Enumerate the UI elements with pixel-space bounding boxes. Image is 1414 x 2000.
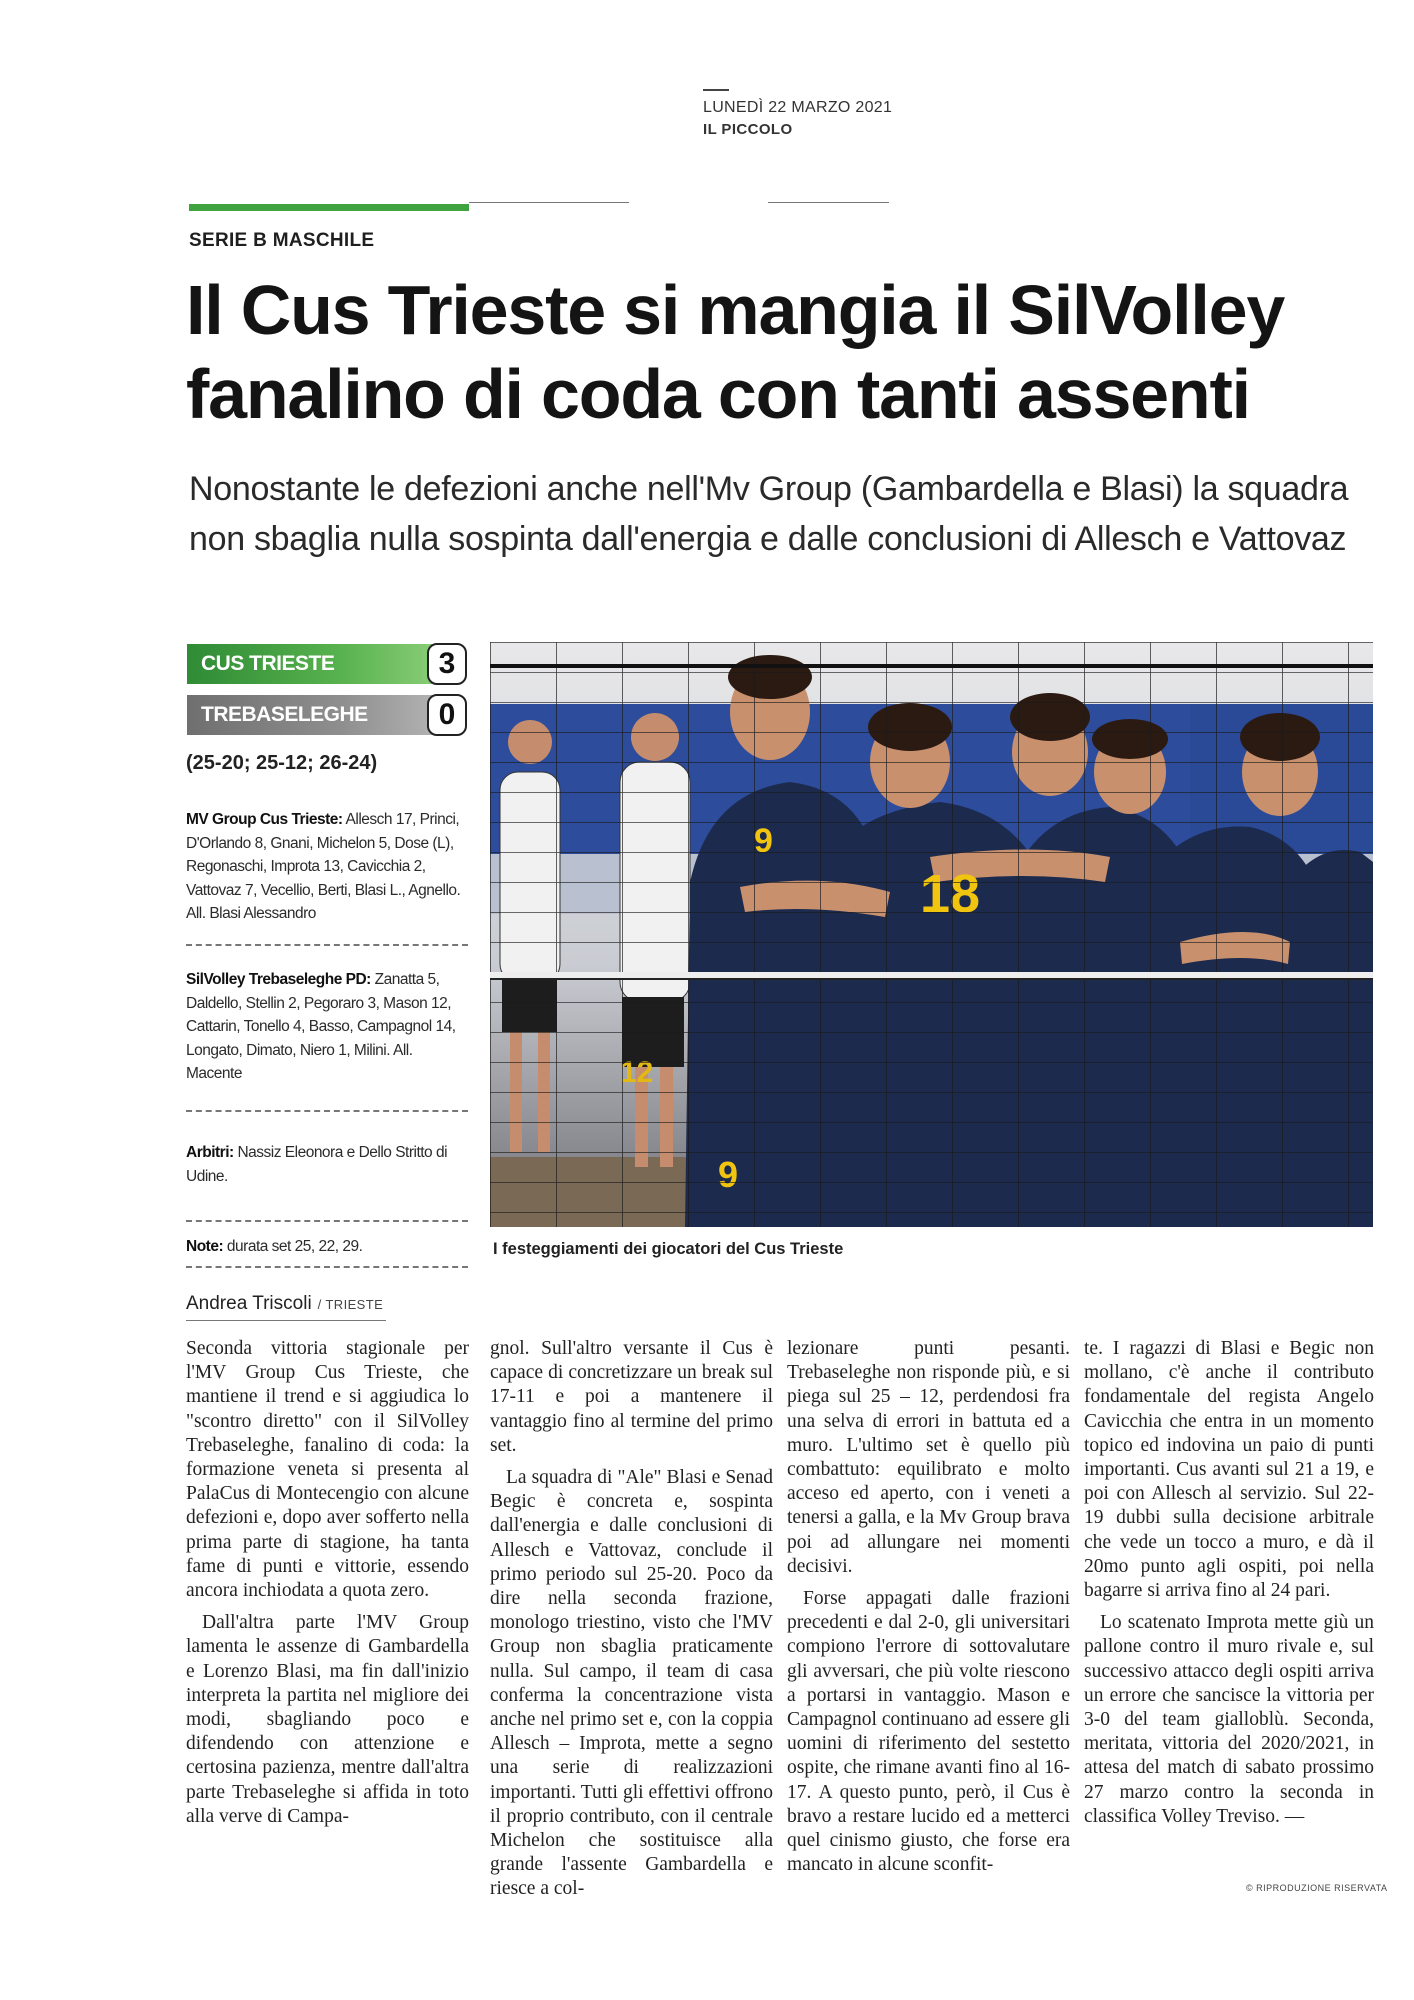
author-name: Andrea Triscoli [186, 1293, 312, 1314]
byline-rule [186, 1320, 386, 1321]
sidebar-divider [186, 1110, 468, 1112]
headline-line-1: Il Cus Trieste si mangia il SilVolley [186, 271, 1285, 349]
publication-date: LUNEDÌ 22 MARZO 2021 [703, 99, 893, 116]
set-scores: (25-20; 25-12; 26-24) [186, 752, 378, 774]
article-column-2 [490, 1337, 773, 1902]
paragraph: Dall'altra parte l'MV Group lamenta le assenze di Gambardella e Lorenzo Blasi, ma fin dall'inizio interpreta la partita nel migliore dei modi, sbagliando poco e difendendo con attenzione e certosina pazienza, mentre dall'altra parte Trebaseleghe si affida in toto alla verve di Campa- [186, 1612, 469, 1827]
scoreboard-away-row [187, 692, 467, 738]
article-column-4 [1084, 1337, 1374, 1829]
section-rule [768, 202, 889, 203]
home-lineup [186, 808, 468, 926]
notes-label: Note: [186, 1238, 224, 1255]
dateline-location: / TRIESTE [317, 1297, 384, 1312]
section-rule [469, 202, 629, 203]
headline-line-2: fanalino di coda con tanti assenti [186, 355, 1250, 433]
scoreboard-home-row [187, 641, 467, 687]
sidebar-divider [186, 944, 468, 946]
paragraph: gnol. Sull'altro versante il Cus è capace di concretizzare un break sul 17-11 e poi a mantenere il vantaggio fino al termine del primo set. [490, 1338, 773, 1456]
paragraph: lezionare punti pesanti. Trebaseleghe non risponde più, e si piega sul 25 – 12, perdendosi fra una selva di errori in battuta ed a muro. L'ultimo set è quello più combattuto: equilibrato e molto acceso ed aperto, con i veneti a tenersi a galla, e la Mv Group brava poi ad allungare nei momenti decisivi. [787, 1338, 1070, 1577]
subheadline [189, 464, 1389, 564]
subhead-line-1: Nonostante le defezioni anche nell'Mv Group (Gambardella e Blasi) la squadra [189, 470, 1349, 508]
notes-text: durata set 25, 22, 29. [223, 1238, 363, 1255]
sidebar-divider [186, 1266, 468, 1268]
article-column-3 [787, 1337, 1070, 1877]
match-notes [186, 1235, 468, 1259]
paragraph: te. I ragazzi di Blasi e Begic non mollano, c'è anche il contributo fondamentale del regista Angelo Cavicchia che entra in un momento topico ed indovina un paio di punti importanti. Cus avanti sul 21 a 19, e poi con Allesch al servizio. Sul 22-19 dubbi sulla decisione arbitrale che vede un tocco a muro, e dà il 20mo punto agli ospiti, poi nella bagarre si arriva fino al 24 pari. [1084, 1338, 1374, 1602]
away-lineup [186, 968, 468, 1086]
away-lineup-text: Zanatta 5, Daldello, Stellin 2, Pegoraro 3, Mason 12, Cattarin, Tonello 4, Basso, Campagnol 14, Longato, Dimato, Niero 1, Milini. All. Macente [186, 971, 456, 1082]
referees-text: Nassiz Eleonora e Dello Stritto di Udine. [186, 1144, 448, 1185]
referees [186, 1141, 468, 1188]
newspaper-name: IL PICCOLO [703, 121, 793, 138]
byline [186, 1293, 383, 1315]
paragraph: La squadra di "Ale" Blasi e Senad Begic è concreta e, sospinta dall'energia e dalle conclusioni di Allesch e Vattovaz, conclude il primo periodo sul 25-20. Poco da dire nella seconda frazione, monologo triestino, visto che l'MV Group non sbaglia praticamente nulla. Sul campo, il team di casa conferma la concentrazione vista anche nel primo set e, con la coppia Allesch – Improta, mette a segno una serie di realizzazioni importanti. Tutti gli effettivi offrono il proprio contributo, con il centrale Michelon che sostituisce alla grande l'assente Gambardella e riesce a col- [490, 1467, 773, 1900]
away-team-name: TREBASELEGHE [187, 695, 443, 735]
headline [186, 268, 1386, 436]
photo-caption: I festeggiamenti dei giocatori del Cus Trieste [493, 1240, 844, 1258]
section-kicker: SERIE B MASCHILE [189, 230, 375, 251]
home-team-score: 3 [427, 643, 467, 685]
paragraph: Forse appagati dalle frazioni precedenti e dal 2-0, gli universitari compiono l'errore di sottovalutare gli avversari, che più volte riescono a portarsi in vantaggio. Mason e Campagnol continuano ad essere gli uomini di riferimento del sestetto ospite, che rimane avanti fino al 16-17. A questo punto, però, il Cus è bravo a restare lucido ed a metterci quel cinismo giusto, che forse era mancato in alcune sconfit- [787, 1588, 1070, 1876]
home-lineup-text: Allesch 17, Princi, D'Orlando 8, Gnani, Michelon 5, Dose (L), Regonaschi, Improta 13, Cavicchia 2, Vattovaz 7, Vecellio, Berti, Blasi L., Agnello. All. Blasi Alessandro [186, 811, 461, 922]
copyright-notice: © RIPRODUZIONE RISERVATA [1246, 1883, 1388, 1893]
subhead-line-2: non sbaglia nulla sospinta dall'energia e dalle conclusioni di Allesch e Vattovaz [189, 520, 1347, 558]
team-celebration-photo [490, 642, 1373, 1227]
away-team-score: 0 [427, 694, 467, 736]
article-column-1 [186, 1337, 469, 1829]
paragraph: Seconda vittoria stagionale per l'MV Group Cus Trieste, che mantiene il trend e si aggiudica lo "scontro diretto" con il SilVolley Trebaseleghe, fanalino di coda: la formazione veneta si presenta al PalaCus di Montecengio con alcune defezioni e, dopo aver sofferto nella prima parte di stagione, ha tanta fame di punti e vittorie, essendo ancora inchiodata a quota zero. [186, 1338, 469, 1602]
home-team-name: CUS TRIESTE [187, 644, 443, 684]
dateline-rule [703, 89, 729, 91]
paragraph: Lo scatenato Improta mette giù un pallone contro il muro rivale e, sul successivo attacco degli ospiti arriva un errore che sancisce la vittoria per 3-0 del team gialloblù. Seconda, meritata, vittoria del 2020/2021, in attesa del match di sabato prossimo 27 marzo contro la seconda in classifica Volley Treviso. — [1084, 1612, 1374, 1827]
home-lineup-label: MV Group Cus Trieste: [186, 811, 343, 828]
away-lineup-label: SilVolley Trebaseleghe PD: [186, 971, 371, 988]
sidebar-divider [186, 1220, 468, 1222]
section-color-bar [189, 204, 469, 211]
referees-label: Arbitri: [186, 1144, 234, 1161]
